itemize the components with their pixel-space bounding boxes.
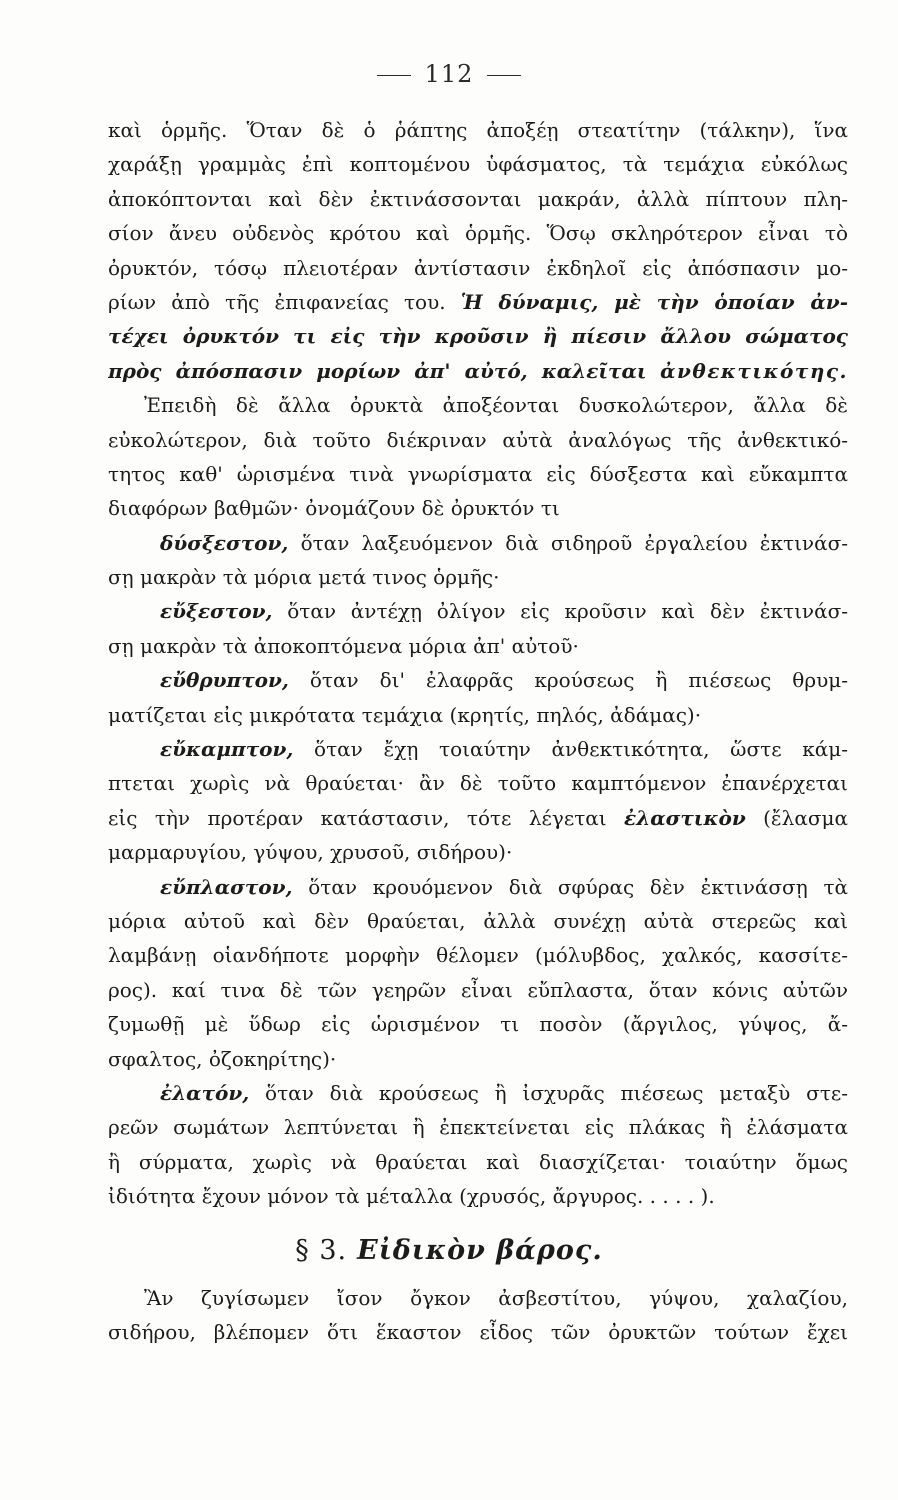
- text-line: καὶ ὁρμῆς. Ὅταν δὲ ὁ ῥάπτης ἀποξέῃ στεατίτην (τάλκην), ἵνα: [108, 118, 848, 142]
- definition-emphasis: Ἡ δύναμις, μὲ τὴν ὁποίαν ἀν-: [460, 289, 848, 314]
- term-euxeston: εὔξεστον,: [160, 599, 273, 624]
- term-elastikon: ἐλαστικὸν: [624, 805, 746, 830]
- text-line: σφαλτος, ὀζοκηρίτης)·: [108, 1046, 337, 1071]
- text-line: σιδήρου, βλέπομεν ὅτι ἕκαστον εἶδος τῶν ὀρυκτῶν τούτων ἔχει: [108, 1320, 848, 1345]
- text-line: ἀποκόπτονται καὶ δὲν ἐκτινάσσονται μακράν, ἀλλὰ πίπτουν πλη-: [108, 186, 848, 211]
- definition-text: ὅταν δι' ἐλαφρᾶς κρούσεως ἢ πιέσεως θρυμ-: [309, 668, 848, 693]
- definition-text: ὅταν ἀντέχῃ ὀλίγον εἰς κροῦσιν καὶ δὲν ἐκτινάσ-: [287, 599, 848, 624]
- term-elaton: ἐλατόν,: [160, 1080, 250, 1105]
- text-line: [108, 285, 848, 319]
- definition-line: τέχει ὀρυκτόν τι εἰς τὴν κροῦσιν ἢ πίεσιν ἄλλου σώματος: [108, 324, 848, 349]
- key-term-spaced: ἀνθεκτικότης.: [660, 358, 848, 383]
- text-line: διαφόρων βαθμῶν· ὀνομάζουν δὲ ὀρυκτόν τι: [108, 496, 560, 521]
- text-line: Ἂν ζυγίσωμεν ἴσον ὄγκον ἀσβεστίτου, γύψου, χαλαζίου,: [144, 1286, 848, 1310]
- text-line: ἰδιότητα ἔχουν μόνον τὰ μέταλλα (χρυσός, ἄργυρος. . . . . ).: [108, 1184, 715, 1209]
- term-eukampton: εὔκαμπτον,: [160, 737, 294, 762]
- definition-text: ὅταν κρουόμενον διὰ σφύρας δὲν ἐκτινάσσῃ τὰ: [308, 874, 848, 899]
- header-dash-left: [377, 75, 411, 76]
- text-line: λαμβάνῃ οἱανδήποτε μορφὴν θέλομεν (μόλυβδος, χαλκός, κασσίτε-: [108, 943, 848, 968]
- text-line: ρεῶν σωμάτων λεπτύνεται ἢ ἐπεκτείνεται εἰς πλάκας ἢ ἐλάσματα: [108, 1115, 848, 1140]
- text-run: ρίων ἀπὸ τῆς ἐπιφανείας του.: [108, 289, 446, 314]
- text-line: ζυμωθῇ μὲ ὕδωρ εἰς ὡρισμένον τι ποσὸν (ἄργιλος, γύψος, ἄ-: [108, 1012, 848, 1037]
- text-line: [108, 801, 848, 835]
- section-number: § 3.: [295, 1235, 348, 1266]
- section-title: Εἰδικὸν βάρος.: [357, 1235, 603, 1266]
- definition-text: ὅταν ἔχῃ τοιαύτην ἀνθεκτικότητα, ὥστε κάμ-: [314, 737, 848, 762]
- definition-text: ὅταν διὰ κρούσεως ἢ ἰσχυρᾶς πιέσεως μεταξὺ στε-: [265, 1080, 848, 1105]
- text-line: σῃ μακρὰν τὰ ἀποκοπτόμενα μόρια ἀπ' αὐτοῦ·: [108, 633, 579, 658]
- text-line: ρος). καί τινα δὲ τῶν γεηρῶν εἶναι εὔπλαστα, ὅταν κόνις αὐτῶν: [108, 977, 848, 1002]
- text-run: εἰς τὴν προτέραν κατάστασιν, τότε λέγεται: [108, 805, 607, 830]
- definition-emphasis: πρὸς ἀπόσπασιν μορίων ἀπ' αὐτό, καλεῖται: [108, 358, 647, 383]
- text-line: τητος καθ' ὡρισμένα τινὰ γνωρίσματα εἰς δύσξεστα καὶ εὔκαμπτα: [108, 461, 848, 486]
- main-text: [108, 113, 848, 1214]
- definition-item: [108, 870, 848, 904]
- text-run: (ἔλασμα: [763, 805, 848, 830]
- text-line: ὀρυκτόν, τόσῳ πλειοτέραν ἀντίστασιν ἐκδηλοῖ εἰς ἀπόσπασιν μο-: [108, 255, 848, 280]
- text-line: [108, 354, 848, 388]
- text-line: χαράξῃ γραμμὰς ἐπὶ κοπτομένου ὑφάσματος, τὰ τεμάχια εὐκόλως: [108, 152, 848, 177]
- term-euplaston: εὔπλαστον,: [160, 874, 293, 899]
- term-euthrypton: εὔθρυπτον,: [160, 668, 289, 693]
- text-line: σίον ἄνευ οὐδενὸς κρότου καὶ ὁρμῆς. Ὅσῳ σκληρότερον εἶναι τὸ: [108, 221, 848, 246]
- text-line: μόρια αὐτοῦ καὶ δὲν θραύεται, ἀλλὰ συνέχῃ αὐτὰ στερεῶς καὶ: [108, 908, 848, 933]
- text-line: ἢ σύρματα, χωρὶς νὰ θραύεται καὶ διασχίζεται· τοιαύτην ὅμως: [108, 1149, 848, 1174]
- definition-item: [108, 526, 848, 560]
- text-line: μαρμαρυγίου, γύψου, χρυσοῦ, σιδήρου)·: [108, 840, 513, 865]
- definition-text: ὅταν λαξευόμενον διὰ σιδηροῦ ἐργαλείου ἐκτινάσ-: [300, 530, 848, 555]
- header-dash-right: [487, 75, 521, 76]
- text-line: Ἐπειδὴ δὲ ἄλλα ὀρυκτὰ ἀποξέονται δυσκολώτερον, ἄλλα δὲ: [144, 393, 848, 418]
- page-number: 112: [424, 60, 474, 88]
- definition-item: [108, 663, 848, 697]
- definition-item: [108, 1076, 848, 1110]
- term-dysxeston: δύσξεστον,: [160, 530, 289, 555]
- page-header: [0, 60, 898, 88]
- text-line: ματίζεται εἰς μικρότατα τεμάχια (κρητίς, πηλός, ἀδάμας)·: [108, 702, 702, 727]
- text-line: σῃ μακρὰν τὰ μόρια μετά τινος ὁρμῆς·: [108, 565, 500, 590]
- text-line: πτεται χωρὶς νὰ θραύεται· ἂν δὲ τοῦτο καμπτόμενον ἐπανέρχεται: [108, 771, 848, 796]
- definition-item: [108, 594, 848, 628]
- section-heading: [0, 1235, 898, 1266]
- text-line: εὐκολώτερον, διὰ τοῦτο διέκριναν αὐτὰ ἀναλόγως τῆς ἀνθεκτικό-: [108, 427, 848, 452]
- section-text: [108, 1281, 848, 1350]
- definition-item: [108, 732, 848, 766]
